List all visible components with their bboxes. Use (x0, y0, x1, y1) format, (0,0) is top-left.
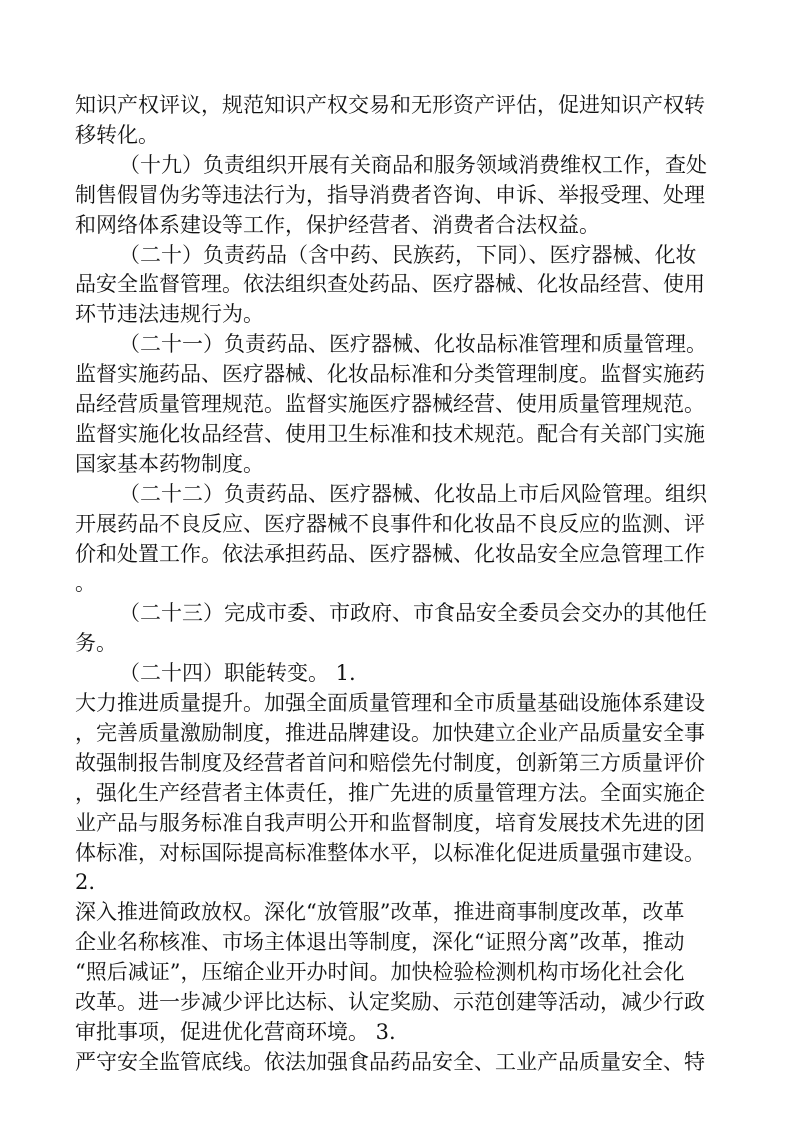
text-line: 体标准，对标国际提高标准整体水平，以标准化促进质量强市建设。 (75, 840, 705, 865)
text-line: 。 (75, 571, 96, 596)
text-line: “照后减证”，压缩企业开办时间。加快检验检测机构市场化社会化 (75, 960, 685, 985)
paragraph-20-start: （二十）负责药品（含中药、民族药，下同）、医疗器械、化妆 (119, 242, 697, 267)
text-line: 故强制报告制度及经营者首问和赔偿先付制度，创新第三方质量评价 (75, 750, 705, 775)
text-line: 改革。进一步减少评比达标、认定奖励、示范创建等活动，减少行政 (75, 990, 705, 1014)
text-line: 深入推进简政放权。深化“放管服”改革，推进商事制度改革，改革 (75, 900, 685, 925)
list-number-2: 2. (75, 870, 96, 895)
paragraph-22-start: （二十二）负责药品、医疗器械、化妆品上市后风险管理。组织 (119, 481, 707, 506)
paragraph-24-start: （二十四）职能转变。 1. (119, 661, 356, 686)
text-line: 国家基本药物制度。 (75, 451, 264, 476)
text-line: 品经营质量管理规范。监督实施医疗器械经营、使用质量管理规范。 (75, 392, 705, 416)
text-line: 严守安全监管底线。依法加强食品药品安全、工业产品质量安全、特 (75, 1049, 705, 1074)
text-line: 和网络体系建设等工作，保护经营者、消费者合法权益。 (75, 212, 600, 237)
text-line: 品安全监督管理。依法组织查处药品、医疗器械、化妆品经营、使用 (75, 272, 705, 297)
text-line: 监督实施化妆品经营、使用卫生标准和技术规范。配合有关部门实施 (75, 421, 705, 446)
text-line: ，完善质量激励制度，推进品牌建设。加快建立企业产品质量安全事 (75, 720, 705, 745)
text-line: 审批事项，促进优化营商环境。 3. (75, 1019, 396, 1044)
text-line: 开展药品不良反应、医疗器械不良事件和化妆品不良反应的监测、评 (75, 511, 705, 536)
text-line: 价和处置工作。依法承担药品、医疗器械、化妆品安全应急管理工作 (75, 541, 705, 566)
text-line: 企业名称核准、市场主体退出等制度，深化“证照分离”改革，推动 (75, 930, 685, 955)
paragraph-21-start: （二十一）负责药品、医疗器械、化妆品标准管理和质量管理。 (119, 332, 707, 357)
text-line: 知识产权评议，规范知识产权交易和无形资产评估，促进知识产权转 (75, 93, 705, 117)
text-line: 移转化。 (75, 122, 159, 147)
text-line: 大力推进质量提升。加强全面质量管理和全市质量基础设施体系建设 (75, 691, 705, 715)
text-line: 环节违法违规行为。 (75, 302, 264, 327)
paragraph-23-start: （二十三）完成市委、市政府、市食品安全委员会交办的其他任 (119, 601, 707, 626)
text-line: 监督实施药品、医疗器械、化妆品标准和分类管理制度。监督实施药 (75, 362, 705, 387)
text-line: 制售假冒伪劣等违法行为，指导消费者咨询、申诉、举报受理、处理 (75, 182, 705, 207)
text-line: 业产品与服务标准自我声明公开和监督制度，培育发展技术先进的团 (75, 810, 705, 835)
text-line: 务。 (75, 631, 117, 656)
paragraph-19-start: （十九）负责组织开展有关商品和服务领域消费维权工作，查处 (119, 152, 707, 177)
text-line: ，强化生产经营者主体责任，推广先进的质量管理方法。全面实施企 (75, 780, 705, 805)
